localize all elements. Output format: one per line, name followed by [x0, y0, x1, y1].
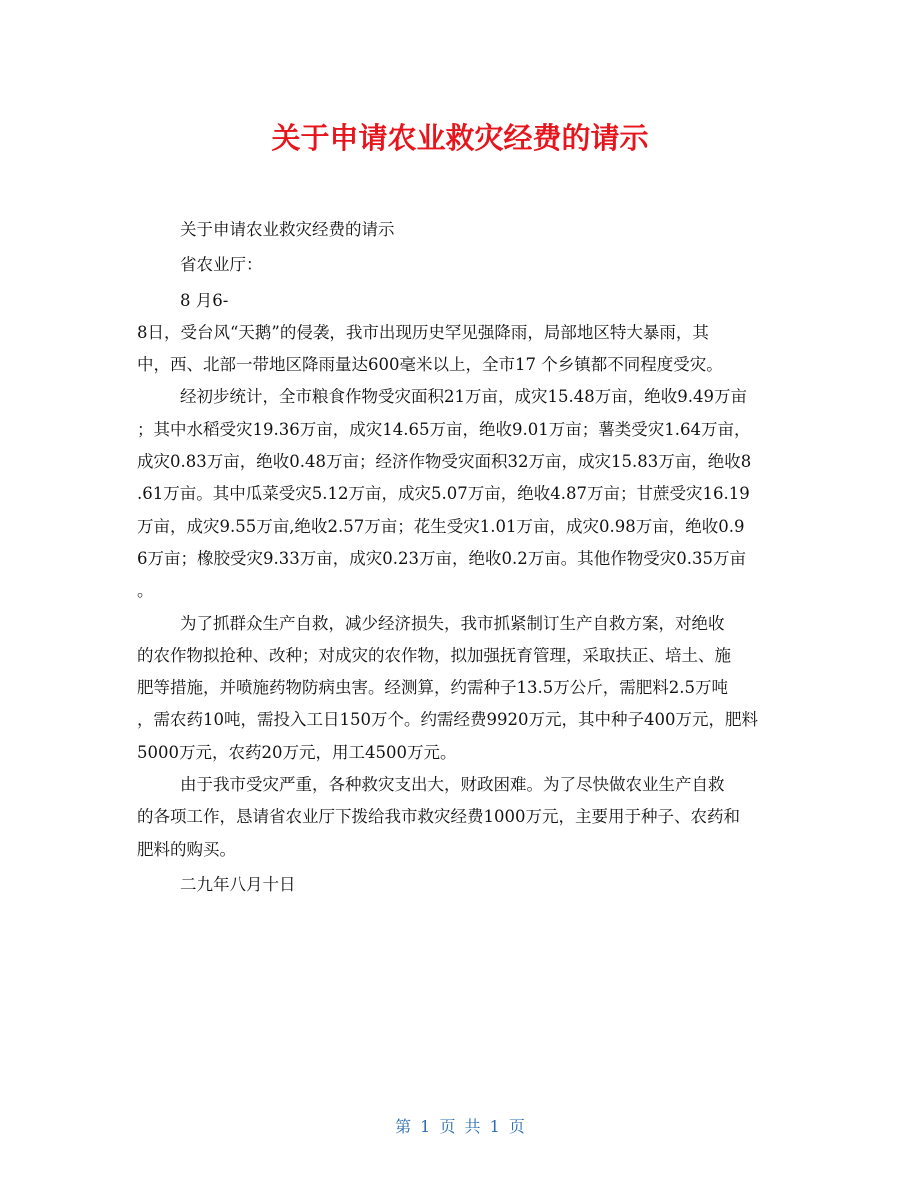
- text-line: 肥等措施，并喷施药物防病虫害。经测算，约需种子13.5万公斤，需肥料2.5万吨: [137, 678, 728, 698]
- paragraph-1: [137, 285, 797, 382]
- date: 二九年八月十日: [180, 874, 296, 894]
- text-line: 5000万元，农药20万元，用工4500万元。: [137, 742, 457, 762]
- page-footer: 第 1 页 共 1 页: [395, 1117, 525, 1136]
- paragraph-3: [137, 608, 797, 769]
- text-line: 8 月6-: [180, 290, 229, 310]
- text-line: 的农作物拟抢种、改种；对成灾的农作物，拟加强抚育管理，采取扶正、培土、施: [137, 645, 731, 665]
- paragraph-4: [137, 769, 797, 866]
- paragraph-2: [137, 381, 797, 607]
- text-line: 肥料的购买。: [137, 839, 236, 859]
- text-line: 由于我市受灾严重，各种救灾支出大，财政困难。为了尽快做农业生产自救: [180, 775, 725, 795]
- addressee: 省农业厅：: [180, 255, 263, 275]
- document-body: [137, 214, 797, 901]
- text-line: 中，西、北部一带地区降雨量达600毫米以上，全市17 个乡镇都不同程度受灾。: [137, 355, 723, 375]
- document-title: 关于申请农业救灾经费的请示: [271, 121, 649, 155]
- text-line: 经初步统计，全市粮食作物受灾面积21万亩，成灾15.48万亩，绝收9.49万亩: [180, 387, 747, 407]
- text-line: ；其中水稻受灾19.36万亩，成灾14.65万亩，绝收9.01万亩；薯类受灾1.64万亩，: [137, 419, 751, 439]
- text-line: 6万亩；橡胶受灾9.33万亩，成灾0.23万亩，绝收0.2万亩。其他作物受灾0.35万亩: [137, 548, 746, 568]
- text-line: 。: [137, 581, 154, 601]
- text-line: .61万亩。其中瓜菜受灾5.12万亩，成灾5.07万亩，绝收4.87万亩；甘蔗受灾16.19: [137, 484, 750, 504]
- text-line: 8日，受台风“天鹅”的侵袭，我市出现历史罕见强降雨，局部地区特大暴雨，其: [137, 322, 709, 342]
- text-line: 成灾0.83万亩，绝收0.48万亩；经济作物受灾面积32万亩，成灾15.83万亩，绝收8: [137, 452, 752, 472]
- text-line: 的各项工作，恳请省农业厅下拨给我市救灾经费1000万元，主要用于种子、农药和: [137, 807, 740, 827]
- text-line: 为了抓群众生产自救，减少经济损失，我市抓紧制订生产自救方案，对绝收: [180, 613, 725, 633]
- text-line: ，需农药10吨，需投入工日150万个。约需经费9920万元，其中种子400万元，肥料: [137, 710, 758, 730]
- subtitle: 关于申请农业救灾经费的请示: [180, 220, 395, 239]
- text-line: 万亩，成灾9.55万亩,绝收2.57万亩；花生受灾1.01万亩，成灾0.98万亩，绝收0.9: [137, 516, 745, 536]
